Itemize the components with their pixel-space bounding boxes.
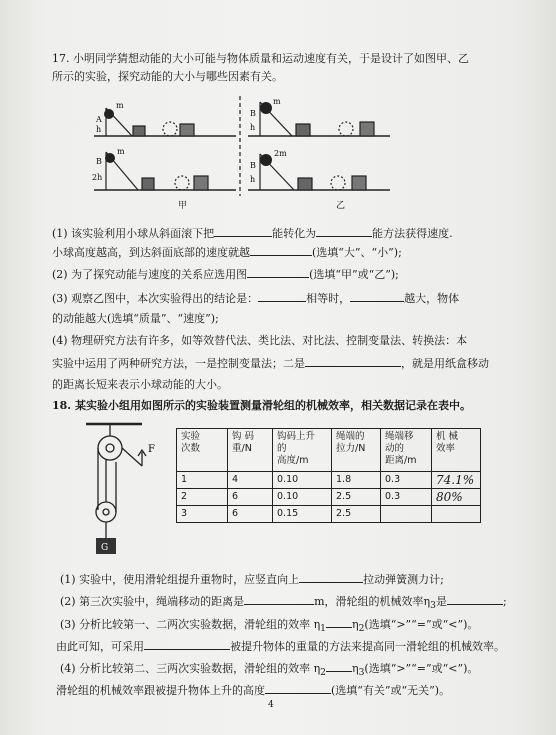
- q18-p4a: (4) 分析比较第二、三两次实验数据，滑轮组的效率 η: [60, 662, 321, 675]
- q18-p3-line1: (3) 分析比较第一、二两次实验数据，滑轮组的效率 $\eta_1$ $\eta_2$(选填“>”“=”或“<”)。: [60, 618, 479, 635]
- ball-b: [105, 153, 115, 163]
- q17-intro-line1: 17. 小明同学猜想动能的大小可能与物体质量和运动速度有关，于是设计了如图甲、乙: [52, 52, 469, 65]
- q18-p2c: 是: [435, 595, 447, 608]
- cell-r3-distance[interactable]: [381, 506, 432, 523]
- cell-r3-efficiency[interactable]: [432, 506, 481, 523]
- q18-p3e: 被提升物体的重量的方法来提高同一滑轮组的机械效率。: [230, 640, 505, 653]
- q17-figure: [90, 92, 470, 218]
- label-h1: h: [96, 125, 102, 134]
- cell-r1-trial: 1: [177, 472, 228, 489]
- blank-direction[interactable]: [299, 572, 363, 583]
- blank-compare2[interactable]: [326, 661, 352, 672]
- label-h2: h: [250, 123, 256, 132]
- label-force: F: [148, 444, 155, 455]
- q17-p4-line1: (4) 物理研究方法有许多，如等效替代法、类比法、对比法、控制变量法、转换法：本: [52, 334, 468, 347]
- ball-m: [260, 102, 272, 114]
- label-jia: 甲: [178, 201, 188, 211]
- label-weight: G: [101, 543, 109, 553]
- label-h3: h: [250, 175, 256, 184]
- q17-p3-line2: 的动能越大(选填“质量”、“速度”);: [52, 312, 219, 325]
- q18-p2: (2) 第三次实验中，绳端移动的距离是 m，滑轮组的机械效率$\eta_3$是 ;: [60, 595, 507, 612]
- blank-compare1[interactable]: [326, 617, 352, 628]
- q18-p4c: (选填“>”“=”或“<”)。: [364, 662, 479, 675]
- page-number: 4: [268, 700, 274, 710]
- q17-p1d: 小球高度越高，到达斜面底部的速度就越: [52, 246, 250, 259]
- q17-p2b: (选填“甲”或“乙”);: [309, 268, 399, 281]
- q17-p1c: 能方法获得速度.: [372, 227, 453, 240]
- q18-p2b: m，滑轮组的机械效率η: [314, 595, 431, 608]
- cell-r1-distance: 0.3: [381, 472, 432, 489]
- blank-larger[interactable]: [350, 291, 404, 302]
- q17-p4-line2: [52, 356, 489, 371]
- blank-efficiency3[interactable]: [447, 594, 503, 605]
- blank-method2[interactable]: [144, 639, 230, 650]
- label-m2: m: [117, 147, 125, 156]
- cell-r2-force: 2.5: [332, 489, 381, 506]
- label-a: A: [96, 115, 102, 124]
- cell-r1-efficiency: 74.1%: [432, 472, 481, 489]
- pulley-figure: [82, 420, 162, 560]
- q18-p4-line2: [56, 683, 450, 698]
- label-b3: B: [250, 161, 256, 170]
- q18-p4-line1: (4) 分析比较第二、三两次实验数据，滑轮组的效率 $\eta_2$ $\eta_3$(选填“>”“=”或“<”)。: [60, 662, 479, 679]
- header-efficiency: 机 械 效率: [432, 429, 481, 472]
- q17-p1-line2: [52, 245, 402, 260]
- cell-r1-height: 0.10: [273, 472, 332, 489]
- header-height: 钩码上升 的 高度/m: [273, 429, 332, 472]
- header-distance: 绳端移 动的 距离/m: [381, 429, 432, 472]
- ball-2m: [260, 154, 272, 166]
- label-2m: 2m: [274, 149, 287, 158]
- q18-p1b: 拉动弹簧测力计;: [363, 573, 444, 586]
- cell-r3-force: 2.5: [332, 506, 381, 523]
- q17-p1-line1: [52, 226, 453, 241]
- blank-figure[interactable]: [247, 267, 309, 278]
- table-header-row: [177, 429, 481, 472]
- q18-p3-line2: [56, 639, 505, 654]
- q18-data-table: [176, 428, 481, 523]
- blank-method[interactable]: [305, 356, 401, 367]
- label-2h: 2h: [92, 173, 103, 182]
- label-yi: 乙: [336, 201, 346, 211]
- table-row: [177, 489, 481, 506]
- cell-r3-weight: 6: [228, 506, 273, 523]
- blank-relation[interactable]: [265, 683, 331, 694]
- q17-p1b: 能转化为: [272, 227, 317, 240]
- q17-p1e: (选填“大”、“小”);: [312, 246, 402, 259]
- q18-p1: [60, 572, 444, 587]
- header-force: 绳端的 拉力/N: [332, 429, 381, 472]
- q17-p1a: (1) 该实验利用小球从斜面滚下把: [52, 227, 215, 240]
- q18-p2a: (2) 第三次实验中，绳端移动的距离是: [60, 595, 245, 608]
- table-row: [177, 472, 481, 489]
- cell-r2-height: 0.10: [273, 489, 332, 506]
- blank-energy1[interactable]: [214, 226, 272, 237]
- header-weight: 钩 码 重/N: [228, 429, 273, 472]
- label-b1: B: [96, 157, 102, 166]
- q18-p3c: (选填“>”“=”或“<”)。: [364, 618, 479, 631]
- q17-p4b: 实验中运用了两种研究方法，一是控制变量法；二是: [52, 357, 305, 370]
- cell-r2-distance: 0.3: [381, 489, 432, 506]
- cell-r1-weight: 4: [228, 472, 273, 489]
- q17-p3-line1: [52, 291, 459, 306]
- q18-p4d: 滑轮组的机械效率跟被提升物体上升的高度: [56, 684, 265, 697]
- label-m1: m: [116, 101, 124, 110]
- cell-r2-trial: 2: [177, 489, 228, 506]
- cell-r3-trial: 3: [177, 506, 228, 523]
- table-row: [177, 506, 481, 523]
- q17-p4c: ，就是用纸盒移动: [401, 357, 489, 370]
- label-m3: m: [273, 97, 281, 106]
- q17-intro-line2: 所示的实验，探究动能的大小与哪些因素有关。: [52, 70, 283, 83]
- blank-energy2[interactable]: [316, 226, 372, 237]
- label-b2: B: [250, 109, 256, 118]
- q17-p4-line3: 的距离长短来表示小球动能的大小。: [52, 378, 228, 391]
- q17-p3b: 相等时，: [306, 292, 351, 305]
- q17-p2: [52, 267, 399, 282]
- q18-p3d: 由此可知，可采用: [56, 640, 144, 653]
- q18-intro: 18. 某实验小组用如图所示的实验装置测量滑轮组的机械效率，相关数据记录在表中。: [52, 399, 471, 412]
- cell-r2-efficiency: 80%: [432, 489, 481, 506]
- blank-speed[interactable]: [250, 245, 312, 256]
- q17-p2a: (2) 为了探究动能与速度的关系应选用图: [52, 268, 248, 281]
- q18-p3a: (3) 分析比较第一、二两次实验数据，滑轮组的效率 η: [60, 618, 321, 631]
- cell-r3-height: 0.15: [273, 506, 332, 523]
- blank-distance[interactable]: [244, 594, 314, 605]
- q17-p3a: (3) 观察乙图中，本次实验得出的结论是：: [52, 292, 259, 305]
- q18-p4e: (选填“有关”或“无关”)。: [331, 684, 451, 697]
- ball-a: [104, 109, 114, 119]
- header-trial: 实验 次数: [177, 429, 228, 472]
- cell-r1-force: 1.8: [332, 472, 381, 489]
- cell-r2-weight: 6: [228, 489, 273, 506]
- q18-p1a: (1) 实验中，使用滑轮组提升重物时，应竖直向上: [60, 573, 300, 586]
- blank-equal[interactable]: [258, 291, 306, 302]
- q17-p3c: 越大，物体: [404, 292, 460, 305]
